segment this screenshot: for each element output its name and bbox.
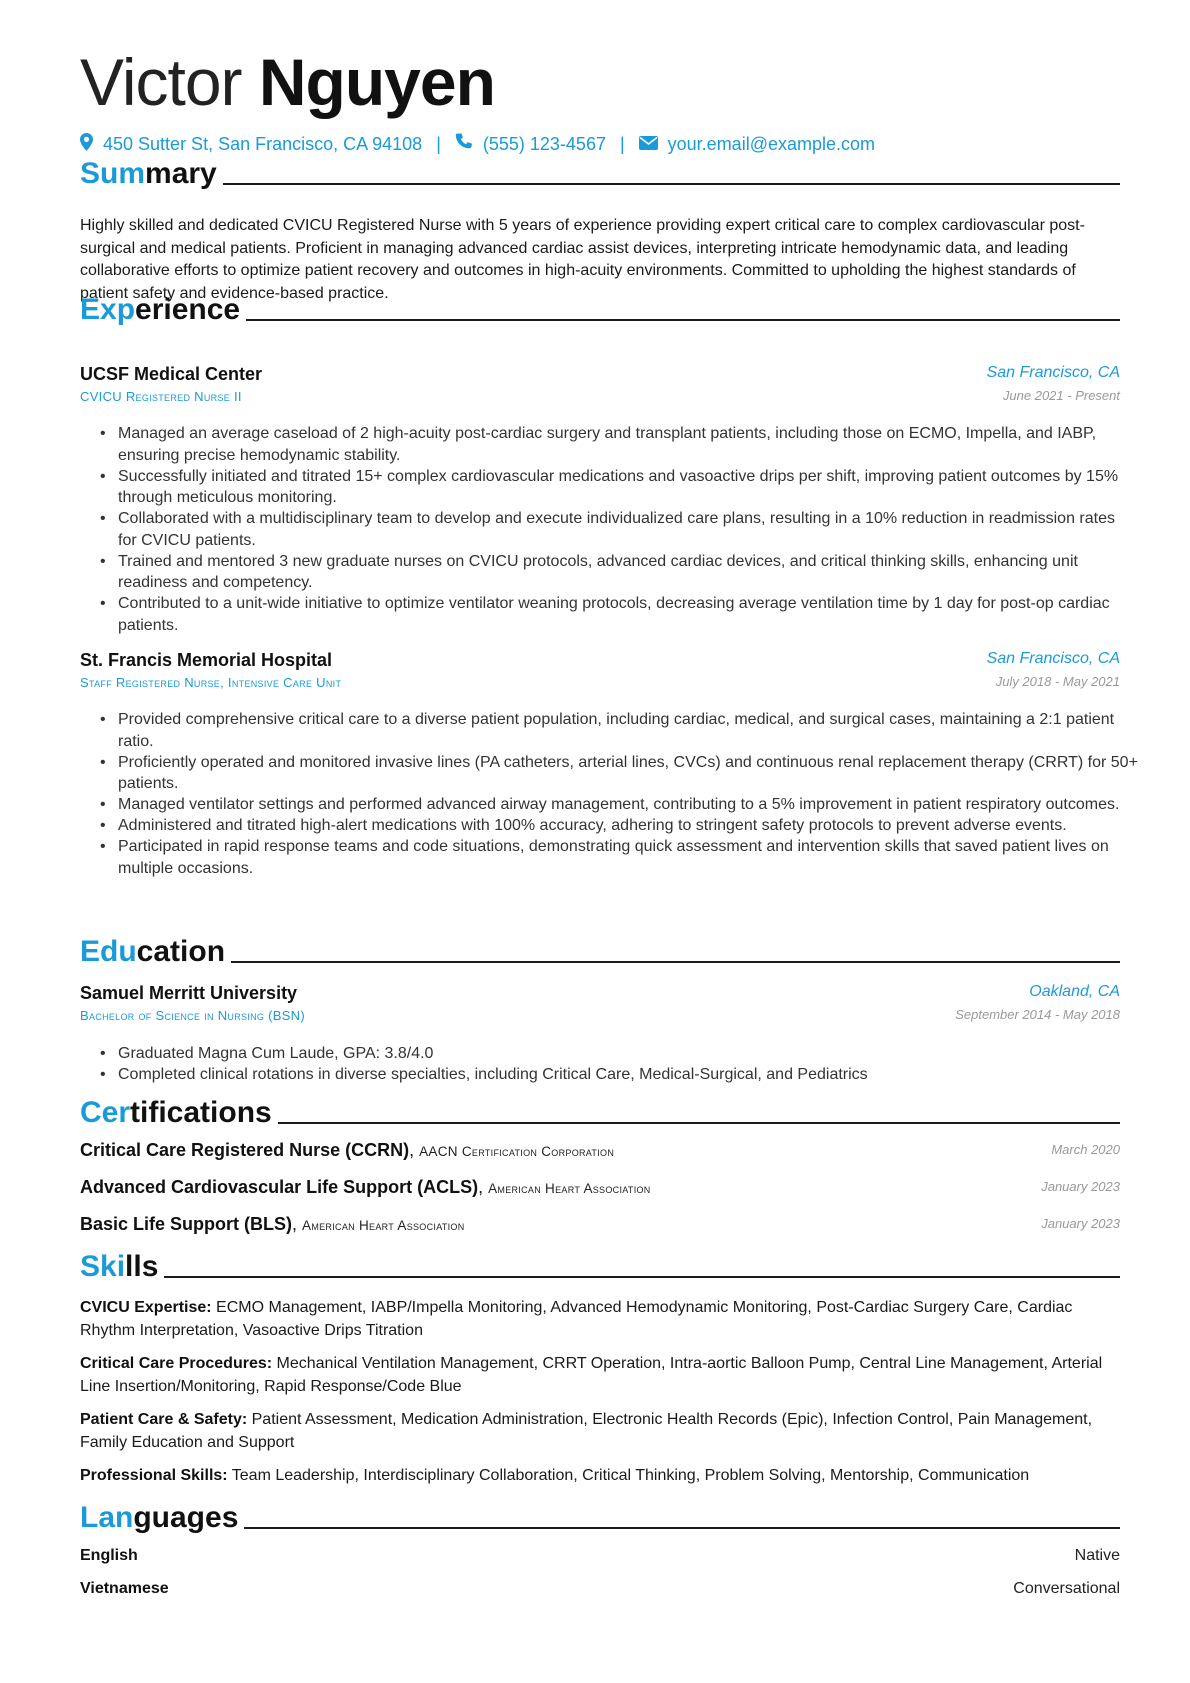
degree: Bachelor of Science in Nursing (BSN) (80, 1008, 305, 1023)
list-item: • Completed clinical rotations in diverse specialties, including Critical Care, Medical-Surgical, and Pediatrics (118, 1064, 1138, 1086)
language-name: English (80, 1547, 138, 1564)
list-item: • Proficiently operated and monitored invasive lines (PA catheters, arterial lines, CVCs) and continuous renal replacement therapy (CRRT) for 50+ patients. (118, 752, 1138, 795)
list-item: • Managed ventilator settings and performed advanced airway management, contributing to a 5% improvement in patient respiratory outcomes. (118, 794, 1138, 816)
skill-label: CVICU Expertise: (80, 1299, 212, 1316)
email-link[interactable]: your.email@example.com (667, 134, 876, 154)
job-title: Staff Registered Nurse, Intensive Care Unit (80, 675, 342, 690)
job-dates: July 2018 - May 2021 (995, 674, 1120, 689)
skill-group (80, 1353, 1120, 1398)
language-level: Native (1074, 1547, 1120, 1564)
section-title: Languages (80, 1501, 239, 1534)
certification-entry: Basic Life Support (BLS), American Heart Association January 2023 (80, 1214, 1120, 1234)
certification-title: Advanced Cardiovascular Life Support (ACLS) (80, 1177, 479, 1197)
list-item: • Provided comprehensive critical care to a diverse patient population, including cardiac, medical, and surgical cases, maintaining a 2:1 patient ratio. (118, 709, 1138, 752)
job-location: San Francisco, CA (986, 364, 1120, 381)
envelope-icon (639, 134, 658, 155)
contact-line (80, 133, 875, 156)
skill-list: Team Leadership, Interdisciplinary Collaboration, Critical Thinking, Problem Solving, Mentorship, Communication (231, 1467, 1030, 1484)
section-header-education (80, 935, 1120, 969)
list-item: • Participated in rapid response teams and code situations, demonstrating quick assessment and intervention skills that saved patient lives on multiple occasions. (118, 836, 1138, 879)
section-header-certifications (80, 1096, 1120, 1130)
education-bullets (100, 1043, 1138, 1085)
job-bullets (100, 423, 1138, 636)
job-entry (80, 364, 1120, 404)
section-rule (231, 961, 1120, 963)
section-header-skills (80, 1250, 1120, 1284)
list-item: • Successfully initiated and titrated 15+ complex cardiovascular medications and vasoactive drips per shift, improving patient outcomes by 15% through meticulous monitoring. (118, 466, 1138, 509)
employer-name: St. Francis Memorial Hospital (80, 650, 333, 670)
section-rule (164, 1276, 1120, 1278)
first-name: Victor (80, 45, 242, 119)
certification-issuer: American Heart Association (302, 1218, 465, 1233)
section-title: Summary (80, 157, 217, 190)
certification-issuer: American Heart Association (488, 1181, 651, 1196)
skill-group (80, 1297, 1120, 1342)
skill-label: Patient Care & Safety: (80, 1411, 248, 1428)
contact-separator: | (436, 134, 441, 154)
section-header-summary (80, 157, 1120, 191)
skill-label: Professional Skills: (80, 1467, 228, 1484)
skill-label: Critical Care Procedures: (80, 1355, 273, 1372)
list-item: • Administered and titrated high-alert medications with 100% accuracy, adhering to stringent safety protocols to prevent adverse events. (118, 815, 1138, 837)
skill-list: Patient Assessment, Medication Administration, Electronic Health Records (Epic), Infection Control, Pain Management, Family Education and Support (80, 1411, 1093, 1451)
section-rule (246, 319, 1120, 321)
section-title: Skills (80, 1250, 159, 1283)
language-level: Conversational (1013, 1580, 1120, 1597)
job-entry (80, 650, 1120, 690)
section-rule (244, 1527, 1120, 1529)
list-item: • Collaborated with a multidisciplinary team to develop and execute individualized care plans, resulting in a 10% reduction in readmission rates for CVICU patients. (118, 508, 1138, 551)
language-name: Vietnamese (80, 1580, 169, 1597)
candidate-name (80, 42, 495, 122)
map-marker-icon (80, 133, 93, 156)
skill-list: ECMO Management, IABP/Impella Monitoring, Advanced Hemodynamic Monitoring, Post-Cardiac Surgery Care, Cardiac Rhythm Interpretation, Vasoactive Drips Titration (80, 1299, 1073, 1339)
certification-entry: Advanced Cardiovascular Life Support (ACLS), American Heart Association January 2023 (80, 1177, 1120, 1197)
employer-name: UCSF Medical Center (80, 364, 263, 384)
list-item: • Managed an average caseload of 2 high-acuity post-cardiac surgery and transplant patients, including those on ECMO, Impella, and IABP, ensuring precise hemodynamic stability. (118, 423, 1138, 466)
school-name: Samuel Merritt University (80, 983, 298, 1003)
contact-separator: | (619, 134, 625, 154)
job-location: San Francisco, CA (986, 650, 1120, 667)
skill-list: Mechanical Ventilation Management, CRRT Operation, Intra-aortic Balloon Pump, Central Line Management, Arterial Line Insertion/Monitoring, Rapid Response/Code Blue (80, 1355, 1103, 1395)
section-rule (223, 183, 1120, 185)
summary-text: Highly skilled and dedicated CVICU Registered Nurse with 5 years of experience providing expert critical care to complex cardiovascular post-surgical and medical patients. Proficient in managing advanced cardiac assist devices, interpreting intricate hemodynamic data, and leading collaborative efforts to optimize patient recovery and outcomes in high-acuity environments. Committed to upholding the highest standards of patient safety and evidence-based practice. (80, 217, 1085, 302)
school-location: Oakland, CA (1029, 983, 1120, 1000)
certification-title: Critical Care Registered Nurse (CCRN) (80, 1140, 410, 1160)
certification-entry: Critical Care Registered Nurse (CCRN), AACN Certification Corporation March 2020 (80, 1140, 1120, 1160)
section-title: Education (80, 935, 226, 968)
section-title: Experience (80, 293, 241, 326)
list-item: • Contributed to a unit-wide initiative to optimize ventilator weaning protocols, decreasing average ventilation time by 1 day for post-op cardiac patients. (118, 593, 1138, 636)
language-row (80, 1580, 1120, 1598)
phone-text[interactable]: (555) 123-4567 (482, 134, 606, 154)
language-row (80, 1547, 1120, 1565)
section-header-languages (80, 1501, 1120, 1535)
job-title: CVICU Registered Nurse II (80, 389, 242, 404)
section-title: Certifications (80, 1096, 272, 1129)
education-entry (80, 983, 1120, 1023)
job-bullets (100, 709, 1138, 879)
phone-icon (455, 133, 473, 156)
certification-date: March 2020 (1051, 1142, 1120, 1157)
section-header-experience (80, 293, 1120, 327)
certification-issuer: AACN Certification Corporation (419, 1144, 615, 1159)
skill-group (80, 1465, 1120, 1488)
job-dates: June 2021 - Present (1002, 388, 1120, 403)
skill-group (80, 1409, 1120, 1454)
certification-title: Basic Life Support (BLS) (80, 1214, 293, 1234)
education-dates: September 2014 - May 2018 (955, 1007, 1120, 1022)
certification-date: January 2023 (1041, 1216, 1120, 1231)
certification-date: January 2023 (1041, 1179, 1120, 1194)
section-rule (278, 1122, 1120, 1124)
list-item: • Graduated Magna Cum Laude, GPA: 3.8/4.0 (118, 1043, 1138, 1065)
address-text[interactable]: 450 Sutter St, San Francisco, CA 94108 (103, 134, 423, 154)
list-item: • Trained and mentored 3 new graduate nurses on CVICU protocols, advanced cardiac devices, and critical thinking skills, enhancing unit readiness and competency. (118, 551, 1138, 594)
last-name: Nguyen (258, 45, 495, 119)
